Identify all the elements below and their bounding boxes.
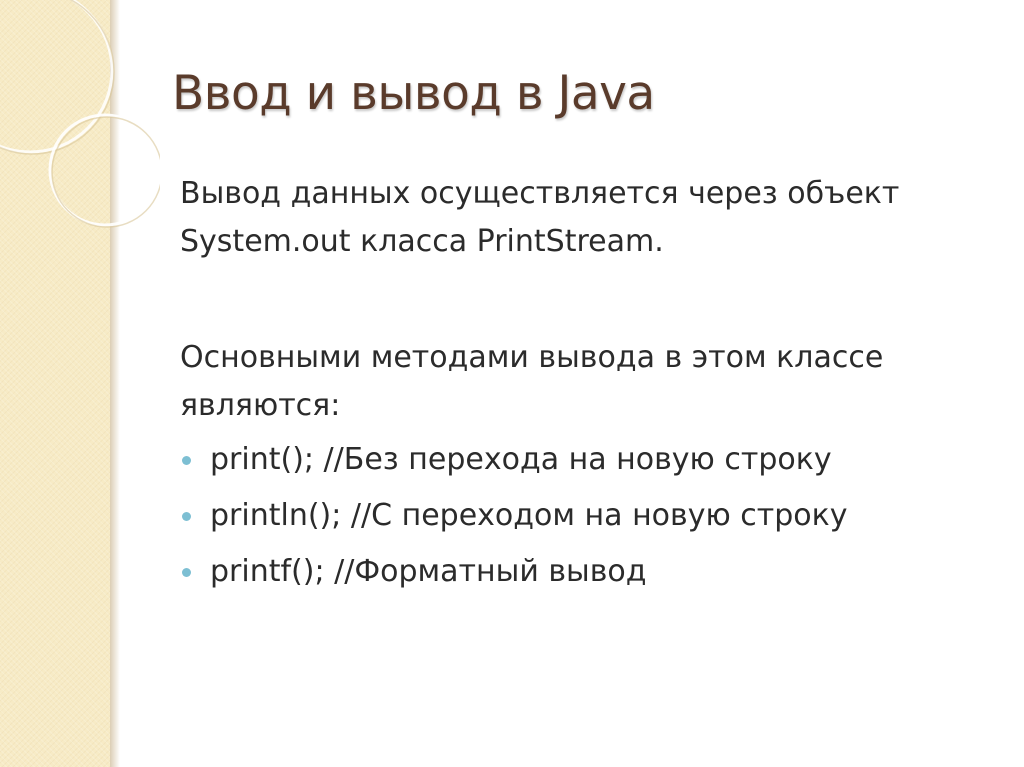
- list-item: [180, 488, 848, 544]
- slide-title: Ввод и вывод в Java: [172, 66, 655, 121]
- bullet-dot-icon: [182, 568, 191, 577]
- decorative-ring-large: [0, 0, 112, 152]
- decorative-ring-large-shadow: [0, 0, 114, 154]
- paragraph-main-methods: Основными методами вывода в этом классе являются:: [180, 340, 884, 423]
- list-item: [180, 544, 848, 600]
- bullet-dot-icon: [182, 456, 191, 465]
- list-item: [180, 432, 848, 488]
- paragraph-output-object: Вывод данных осуществляется через объект System.out класса PrintStream.: [180, 176, 900, 259]
- methods-list: [180, 432, 848, 600]
- list-item-text: printf(); //Форматный вывод: [210, 554, 647, 589]
- bullet-dot-icon: [182, 512, 191, 521]
- list-item-text: print(); //Без перехода на новую строку: [210, 442, 832, 477]
- list-item-text: println(); //С переходом на новую строку: [210, 498, 848, 533]
- decorative-rings: [0, 0, 160, 260]
